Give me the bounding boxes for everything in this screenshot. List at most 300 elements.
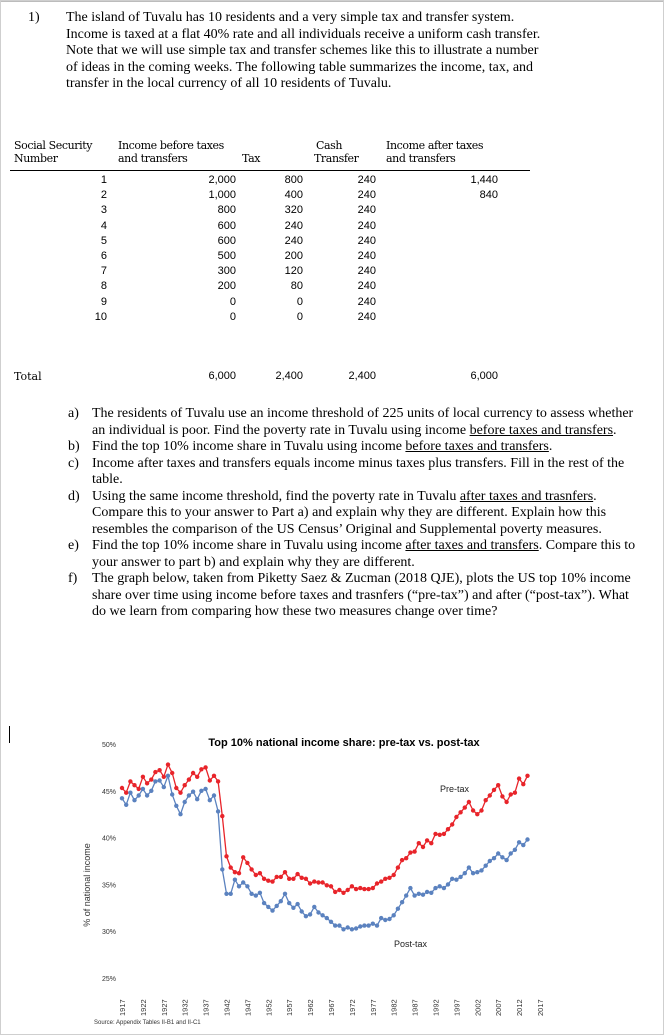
pretax-data-point (187, 777, 191, 781)
posttax-data-point (458, 875, 462, 879)
pretax-data-point (199, 767, 203, 771)
pretax-data-point (454, 815, 458, 819)
posttax-data-point (220, 867, 224, 871)
table-cell-income: 500 (217, 250, 236, 262)
part-tail: . (613, 422, 617, 438)
posttax-data-point (141, 787, 145, 791)
pretax-data-point (178, 791, 182, 795)
posttax-data-point (509, 851, 513, 855)
pretax-data-point (279, 875, 283, 879)
header-after: Income after taxes (386, 139, 484, 152)
pretax-data-point (496, 783, 500, 787)
table-cell-income: 1,000 (208, 189, 236, 202)
x-tick-label: 1997 (452, 999, 462, 1016)
posttax-data-point (517, 840, 521, 844)
table-cell-id: 5 (100, 234, 107, 247)
y-tick-label: 50% (101, 742, 116, 749)
posttax-data-point (371, 922, 375, 926)
pretax-data-point (295, 872, 299, 876)
x-tick-label: 1942 (222, 999, 232, 1016)
table-cell-after: 840 (479, 189, 498, 202)
posttax-data-point (199, 789, 203, 793)
posttax-data-point (375, 923, 379, 927)
part-underlined: before taxes and transfers (405, 439, 549, 454)
table-cell-after (438, 250, 498, 263)
posttax-data-point (224, 892, 228, 896)
pretax-data-point (517, 776, 521, 780)
pretax-data-point (433, 832, 437, 836)
posttax-data-point (421, 893, 425, 897)
posttax-data-point (208, 798, 212, 802)
x-tick-label: 1927 (159, 999, 169, 1016)
x-tick-label: 1937 (201, 999, 211, 1016)
pretax-data-point (438, 833, 442, 837)
posttax-data-point (275, 904, 279, 908)
pretax-data-point (220, 814, 224, 818)
pretax-data-point (245, 861, 249, 865)
pretax-data-point (446, 827, 450, 831)
total-label: Total (14, 370, 42, 383)
table-cell-after (438, 204, 498, 217)
posttax-data-point (408, 886, 412, 890)
pretax-data-point (145, 781, 149, 785)
pretax-data-point (308, 881, 312, 885)
part-text: Find the top 10% income share in Tuvalu using income (92, 538, 406, 553)
x-tick-label: 2007 (494, 999, 504, 1016)
y-tick-label: 40% (101, 835, 116, 843)
table-cell-income: 0 (229, 295, 236, 308)
part-text: The graph below, taken from Piketty Saez & Zucman (2018 QJE), plots the US top 10% income share over time using income before taxes and trasnfers (“pre-tax”) and after (“post-tax”). What do we learn from comparing how these two measures change over time? (92, 571, 631, 619)
table-cell-id: 2 (100, 189, 107, 202)
part-c (68, 456, 638, 489)
posttax-data-point (362, 923, 366, 927)
posttax-data-point (212, 793, 216, 797)
posttax-data-point (132, 798, 136, 802)
table-cell-tax: 0 (296, 295, 303, 308)
posttax-data-point (241, 880, 245, 884)
part-label: f) (68, 571, 78, 586)
posttax-data-point (496, 851, 500, 855)
posttax-data-point (216, 809, 220, 813)
posttax-data-point (366, 923, 370, 927)
table-cell-income: 2,000 (208, 174, 236, 186)
pretax-data-point (157, 768, 161, 772)
part-underlined: after taxes and trasnfers (459, 488, 594, 504)
pretax-data-point (212, 774, 216, 778)
posttax-data-point (295, 902, 299, 906)
pretax-data-point (233, 870, 237, 874)
posttax-data-point (333, 923, 337, 927)
posttax-data-point (254, 893, 258, 897)
table-cell-after (438, 296, 498, 309)
y-tick-label: 30% (101, 929, 116, 937)
pretax-data-point (132, 783, 136, 787)
pretax-data-point (262, 877, 266, 881)
pretax-data-point (350, 884, 354, 888)
posttax-data-point (325, 916, 329, 920)
posttax-data-point (287, 901, 291, 905)
posttax-data-point (120, 796, 124, 800)
part-text: The residents of Tuvalu use an income threshold of 225 units of local currency to assess whether an individual is poor. Find the poverty rate in Tuvalu using income (92, 406, 634, 438)
pretax-data-point (241, 855, 245, 859)
posttax-data-point (308, 912, 312, 916)
pretax-data-point (412, 849, 416, 853)
posttax-data-point (417, 892, 421, 896)
pretax-data-point (162, 775, 166, 779)
posttax-data-point (187, 793, 191, 797)
posttax-data-point (178, 812, 182, 816)
question-line: transfer in the local currency of all 10 residents of Tuvalu. (66, 76, 392, 91)
posttax-data-point (237, 884, 241, 888)
table-cell-after (438, 235, 498, 248)
question-line: Note that we will use simple tax and transfer schemes like this to illustrate a number (66, 43, 539, 58)
pretax-data-point (174, 786, 178, 790)
pretax-data-point (153, 770, 157, 774)
pretax-data-point (191, 771, 195, 775)
table-cell-transfer: 240 (357, 219, 376, 232)
pretax-data-point (170, 771, 174, 775)
posttax-data-point (350, 927, 354, 931)
posttax-data-point (137, 793, 141, 797)
table-cell-after (438, 265, 498, 278)
posttax-data-point (492, 856, 496, 860)
y-tick-label: 35% (101, 882, 116, 890)
posttax-data-point (162, 785, 166, 789)
posttax-data-point (425, 890, 429, 894)
posttax-data-point (174, 804, 178, 808)
pretax-data-point (396, 865, 400, 869)
pretax-data-point (229, 865, 233, 869)
pretax-data-point (375, 881, 379, 885)
posttax-data-point (396, 907, 400, 911)
pretax-data-point (442, 832, 446, 836)
table-cell-id: 1 (100, 174, 107, 186)
x-tick-label: 1932 (180, 999, 190, 1016)
pretax-data-point (458, 810, 462, 814)
table-cell-id: 9 (100, 295, 107, 308)
total-transfer: 2,400 (348, 370, 376, 382)
pretax-data-point (484, 798, 488, 802)
posttax-data-point (379, 916, 383, 920)
x-tick-label: 1972 (347, 999, 357, 1016)
table-cell-tax: 120 (284, 265, 303, 278)
pretax-data-point (400, 858, 404, 862)
part-a (68, 406, 638, 439)
pretax-data-point (354, 887, 358, 891)
table-cell-after (438, 280, 498, 293)
x-tick-label: 2002 (473, 999, 483, 1016)
posttax-data-point (304, 914, 308, 918)
pretax-data-point (488, 793, 492, 797)
posttax-data-point (484, 864, 488, 868)
posttax-data-point (467, 865, 471, 869)
pretax-data-point (379, 879, 383, 883)
table-cell-income: 600 (217, 219, 236, 232)
posttax-data-point (488, 859, 492, 863)
posttax-data-point (433, 886, 437, 890)
table-cell-transfer: 240 (357, 174, 376, 186)
pretax-data-point (463, 805, 467, 809)
table-cell-id: 7 (100, 265, 107, 278)
pretax-data-point (316, 880, 320, 884)
table-cell-tax: 800 (284, 174, 303, 186)
posttax-data-point (412, 893, 416, 897)
posttax-data-point (438, 884, 442, 888)
posttax-data-point (166, 774, 170, 778)
pretax-annotation: Pre-tax (440, 784, 470, 794)
pretax-data-point (421, 845, 425, 849)
pretax-data-point (408, 850, 412, 854)
pretax-data-point (341, 891, 345, 895)
header-cash: Cash (316, 139, 343, 152)
header-cash-line2: Transfer (314, 152, 359, 165)
posttax-data-point (404, 893, 408, 897)
posttax-data-point (442, 886, 446, 890)
chart-title: Top 10% national income share: pre-tax vs. post-tax (208, 737, 480, 749)
table-cell-transfer: 240 (357, 234, 376, 247)
posttax-data-point (504, 858, 508, 862)
pretax-data-point (429, 841, 433, 845)
pretax-data-point (479, 808, 483, 812)
pretax-data-point (141, 775, 145, 779)
x-tick-label: 1967 (327, 999, 336, 1016)
pretax-data-point (450, 822, 454, 826)
table-cell-tax: 80 (290, 280, 303, 293)
pretax-data-point (387, 876, 391, 880)
pretax-data-point (128, 779, 132, 783)
pretax-data-point (287, 877, 291, 881)
x-tick-label: 2012 (515, 999, 525, 1016)
posttax-data-point (475, 870, 479, 874)
pretax-data-point (425, 838, 429, 842)
posttax-data-point (312, 905, 316, 909)
question-line: Income is taxed at a flat 40% rate and all individuals receive a uniform cash transfer. (66, 26, 541, 42)
pretax-data-point (500, 794, 504, 798)
table-cell-transfer: 240 (357, 250, 376, 262)
pretax-data-point (320, 880, 324, 884)
pretax-data-point (475, 812, 479, 816)
pretax-data-point (467, 800, 471, 804)
table-cell-id: 8 (100, 280, 107, 293)
pretax-data-point (513, 791, 517, 795)
posttax-data-point (270, 908, 274, 912)
pretax-data-point (329, 884, 333, 888)
pretax-data-point (237, 871, 241, 875)
part-text: Using the same income threshold, find the poverty rate in Tuvalu (92, 488, 460, 504)
pretax-data-point (149, 777, 153, 781)
question-number: 1) (28, 10, 40, 25)
pretax-data-point (270, 879, 274, 883)
x-tick-label: 1917 (118, 999, 127, 1016)
posttax-data-point (446, 882, 450, 886)
pretax-data-point (509, 792, 513, 796)
header-ssn: Social Security (14, 139, 93, 152)
part-b (68, 439, 638, 456)
posttax-data-point (316, 910, 320, 914)
table-cell-after: 1,440 (470, 174, 498, 186)
posttax-data-point (392, 913, 396, 917)
x-tick-label: 1947 (243, 999, 253, 1016)
pretax-data-point (224, 854, 228, 858)
posttax-data-point (429, 891, 433, 895)
part-tail: . Compare this to your answer to Part a) and explain why they are different. Explain how this resembles the comparison of the US Census’ Original and Supplemental poverty measures. (92, 488, 607, 537)
chart-source: Source: Appendix Tables II-B1 and II-C1 (94, 1020, 201, 1026)
table-cell-income: 600 (217, 234, 236, 247)
x-tick-label: 1992 (431, 999, 441, 1016)
y-tick-label: 45% (101, 788, 116, 796)
header-income: Income before taxes (118, 139, 224, 152)
x-tick-label: 1982 (389, 999, 399, 1016)
question-line: The island of Tuvalu has 10 residents and a very simple tax and transfer system. (66, 10, 515, 25)
table-cell-transfer: 240 (357, 189, 376, 202)
total-after: 6,000 (470, 370, 498, 382)
posttax-data-point (463, 871, 467, 875)
posttax-data-point (203, 787, 207, 791)
y-axis-label: % of national income (82, 843, 92, 927)
part-d (68, 489, 638, 539)
posttax-data-point (183, 800, 187, 804)
table-cell-tax: 320 (284, 204, 303, 217)
pretax-data-point (371, 886, 375, 890)
table-cell-tax: 200 (284, 250, 303, 262)
header-tax: Tax (242, 152, 261, 165)
posttax-data-point (329, 920, 333, 924)
pretax-data-point (195, 775, 199, 779)
posttax-data-point (145, 793, 149, 797)
pretax-data-point (275, 875, 279, 879)
pretax-data-point (366, 887, 370, 891)
question-text (66, 10, 640, 93)
posttax-data-point (346, 925, 350, 929)
pretax-data-point (346, 888, 350, 892)
part-underlined: before taxes and transfers (469, 422, 614, 438)
table-cell-transfer: 240 (357, 310, 376, 323)
total-income: 6,000 (208, 370, 236, 382)
pretax-data-point (362, 887, 366, 891)
pretax-data-point (208, 778, 212, 782)
pretax-data-point (216, 779, 220, 783)
table-cell-income: 300 (217, 265, 236, 278)
pretax-data-point (492, 788, 496, 792)
posttax-data-point (170, 792, 174, 796)
header-rule (10, 170, 530, 171)
posttax-data-point (149, 789, 153, 793)
posttax-data-point (320, 913, 324, 917)
pretax-data-point (304, 877, 308, 881)
part-underlined: after taxes and transfers (405, 538, 539, 553)
pretax-data-point (521, 782, 525, 786)
table-cell-transfer: 240 (357, 280, 376, 293)
x-tick-label: 2017 (536, 999, 545, 1016)
pretax-data-point (417, 841, 421, 845)
posttax-data-point (245, 884, 249, 888)
pretax-data-point (333, 890, 337, 894)
posttax-data-point (521, 843, 525, 847)
posttax-data-point (383, 918, 387, 922)
posttax-data-point (471, 871, 475, 875)
posttax-data-point (233, 878, 237, 882)
posttax-data-point (358, 924, 362, 928)
table-cell-tax: 0 (296, 310, 303, 323)
posttax-data-point (195, 797, 199, 801)
pretax-data-point (137, 787, 141, 791)
posttax-data-point (387, 917, 391, 921)
posttax-data-point (450, 877, 454, 881)
top10-income-share-chart (74, 730, 554, 1030)
posttax-data-point (283, 892, 287, 896)
pretax-data-point (325, 883, 329, 887)
pretax-data-point (404, 856, 408, 860)
posttax-data-point (341, 927, 345, 931)
posttax-data-point (229, 892, 233, 896)
posttax-data-point (266, 905, 270, 909)
posttax-data-point (128, 791, 132, 795)
x-axis-ticks (118, 999, 545, 1016)
table-cell-id: 6 (100, 250, 107, 262)
posttax-data-point (337, 923, 341, 927)
question-intro (28, 10, 640, 93)
x-tick-label: 1922 (138, 999, 148, 1016)
posttax-data-point (157, 778, 161, 782)
posttax-data-point (479, 868, 483, 872)
pretax-data-point (358, 886, 362, 890)
posttax-data-point (354, 926, 358, 930)
posttax-data-point (153, 779, 157, 783)
pretax-data-point (392, 873, 396, 877)
table-cell-id: 10 (94, 310, 107, 323)
pretax-data-point (166, 762, 170, 766)
x-tick-label: 1952 (264, 999, 274, 1016)
posttax-data-point (258, 891, 262, 895)
pretax-data-point (266, 879, 270, 883)
table-cell-id: 3 (100, 204, 107, 217)
part-text: Find the top 10% income share in Tuvalu using income (92, 439, 406, 454)
pretax-data-point (312, 879, 316, 883)
part-f (68, 571, 638, 621)
x-tick-label: 1957 (285, 999, 295, 1016)
table-cell-tax: 400 (284, 189, 303, 202)
table-cell-transfer: 240 (357, 265, 376, 278)
pretax-data-point (283, 870, 287, 874)
header-ssn-line2: Number (14, 152, 58, 165)
posttax-data-point (191, 790, 195, 794)
x-tick-label: 1987 (410, 999, 420, 1016)
part-label: e) (68, 538, 79, 553)
pretax-data-point (337, 888, 341, 892)
x-tick-label: 1977 (368, 999, 378, 1016)
pretax-data-point (383, 877, 387, 881)
posttax-data-point (454, 878, 458, 882)
part-text: Income after taxes and transfers equals income minus taxes plus transfers. Fill in the rest of the table. (92, 455, 625, 487)
question-line: of ideas in the coming weeks. The following table summarizes the income, tax, and (66, 59, 534, 75)
header-income-line2: and transfers (118, 152, 188, 165)
x-tick-label: 1962 (306, 999, 316, 1016)
pretax-data-point (124, 791, 128, 795)
posttax-data-point (249, 892, 253, 896)
table-cell-income: 800 (217, 204, 236, 217)
pretax-data-point (120, 786, 124, 790)
table-cell-tax: 240 (284, 234, 303, 247)
posttax-data-point (500, 855, 504, 859)
pretax-data-point (203, 765, 207, 769)
header-after-line2: and transfers (386, 152, 456, 165)
part-label: c) (68, 455, 79, 471)
posttax-data-point (279, 899, 283, 903)
table-cell-id: 4 (100, 219, 107, 232)
total-tax: 2,400 (275, 370, 303, 382)
y-tick-label: 25% (101, 976, 116, 983)
table-cell-tax: 240 (284, 219, 303, 232)
